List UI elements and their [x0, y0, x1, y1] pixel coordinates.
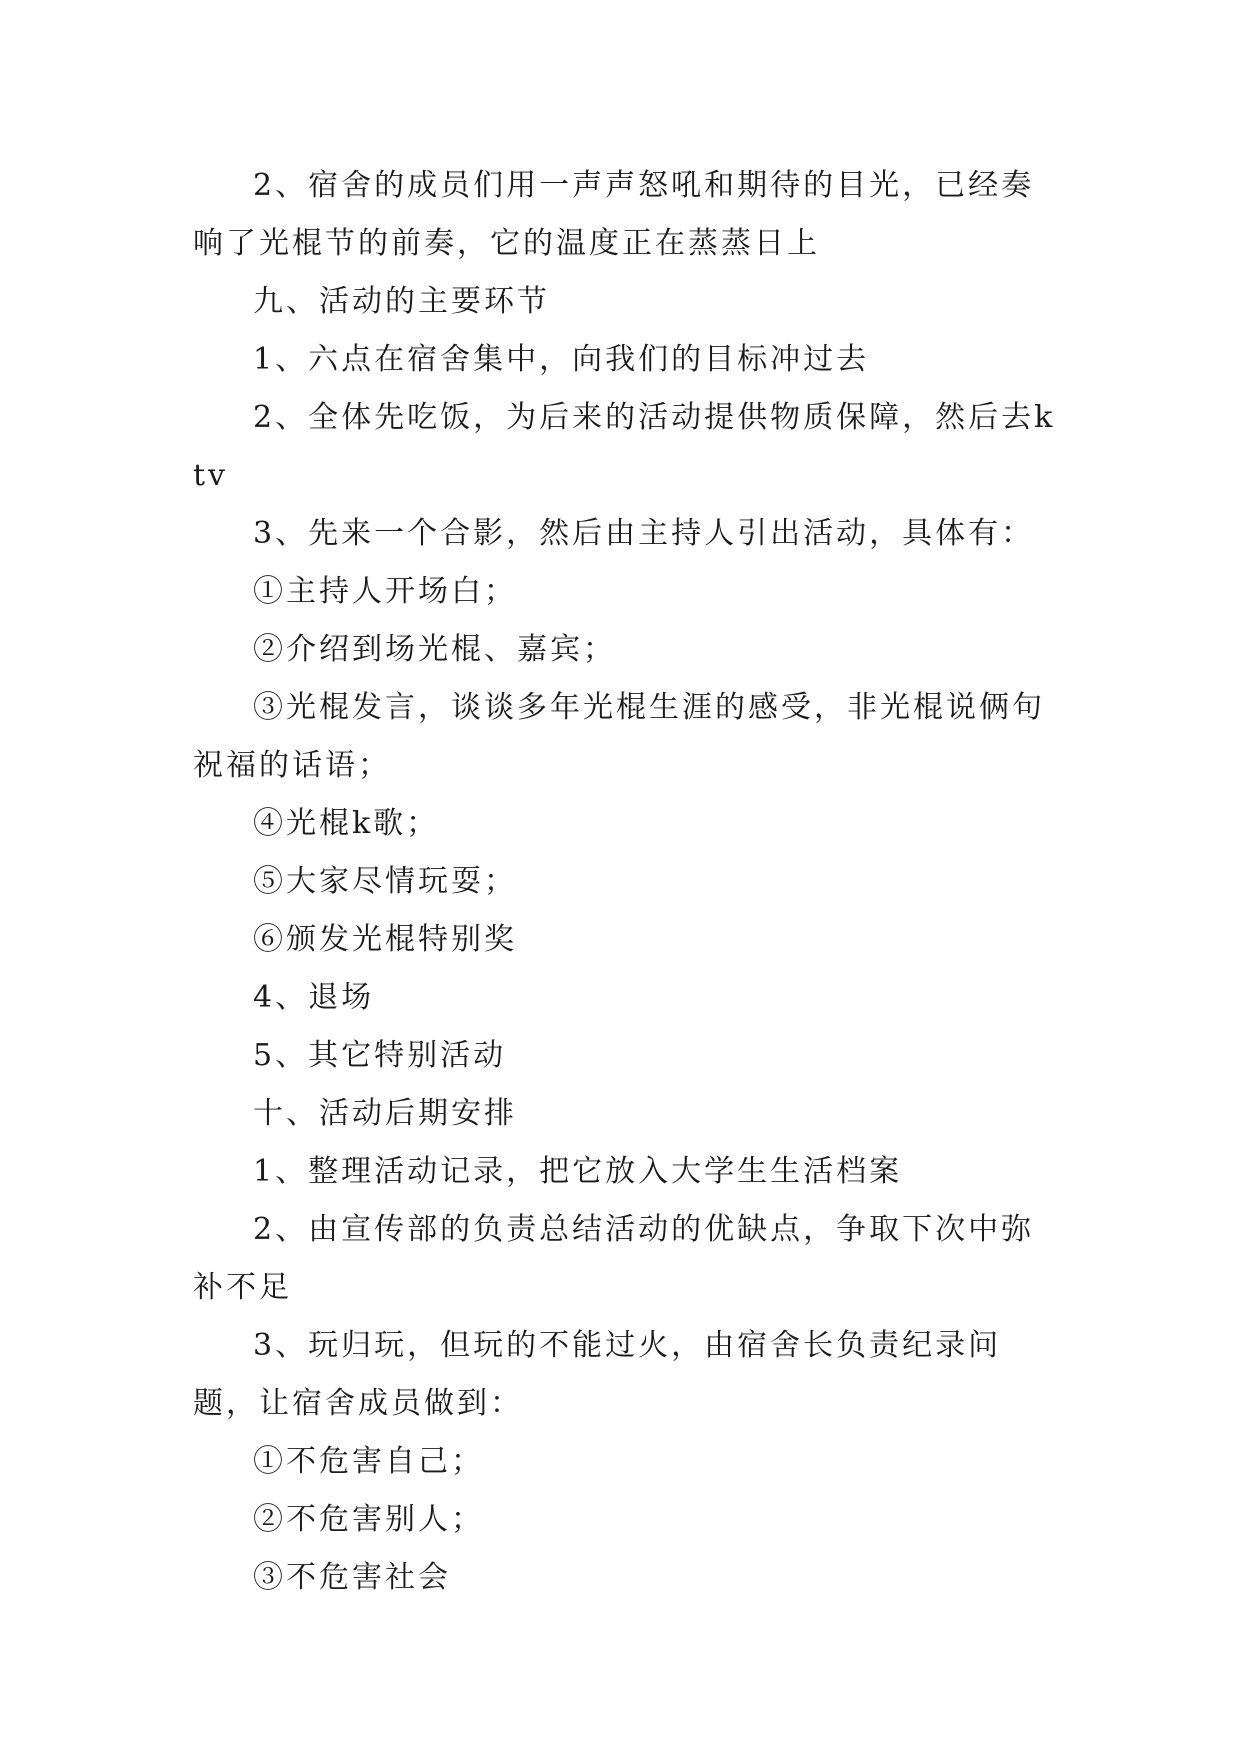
- document-body: [193, 157, 1063, 1607]
- list-item: ⑥颁发光棍特别奖: [253, 922, 517, 957]
- list-item: ②不危害别人；: [253, 1502, 484, 1537]
- paragraph: 3、先来一个合影，然后由主持人引出活动，具体有：: [253, 516, 1035, 551]
- list-item: ③不危害社会: [253, 1560, 451, 1595]
- paragraph: 1、六点在宿舍集中，向我们的目标冲过去: [253, 342, 870, 377]
- list-item: ①主持人开场白；: [253, 574, 517, 609]
- paragraph: 2、宿舍的成员们用一声声怒吼和期待的目光，已经奏响了光棍节的前奏，它的温度正在蒸蒸日上: [193, 168, 1035, 261]
- list-item: ⑤大家尽情玩耍；: [253, 864, 517, 899]
- paragraph: 1、整理活动记录，把它放入大学生生活档案: [253, 1154, 903, 1189]
- paragraph: 4、退场: [253, 980, 375, 1015]
- section-heading: 十、活动后期安排: [253, 1096, 517, 1131]
- paragraph: 5、其它特别活动: [253, 1038, 507, 1073]
- list-item: ④光棍k歌；: [253, 806, 440, 841]
- list-item: ①不危害自己；: [253, 1444, 484, 1479]
- paragraph: 2、由宣传部的负责总结活动的优缺点，争取下次中弥补不足: [193, 1212, 1035, 1305]
- paragraph: 3、玩归玩，但玩的不能过火，由宿舍长负责纪录问题，让宿舍成员做到：: [193, 1328, 1002, 1421]
- section-heading: 九、活动的主要环节: [253, 284, 550, 319]
- list-item: ③光棍发言，谈谈多年光棍生涯的感受，非光棍说俩句祝福的话语；: [193, 690, 1045, 783]
- paragraph: 2、全体先吃饭，为后来的活动提供物质保障，然后去ktv: [193, 400, 1056, 493]
- list-item: ②介绍到场光棍、嘉宾；: [253, 632, 616, 667]
